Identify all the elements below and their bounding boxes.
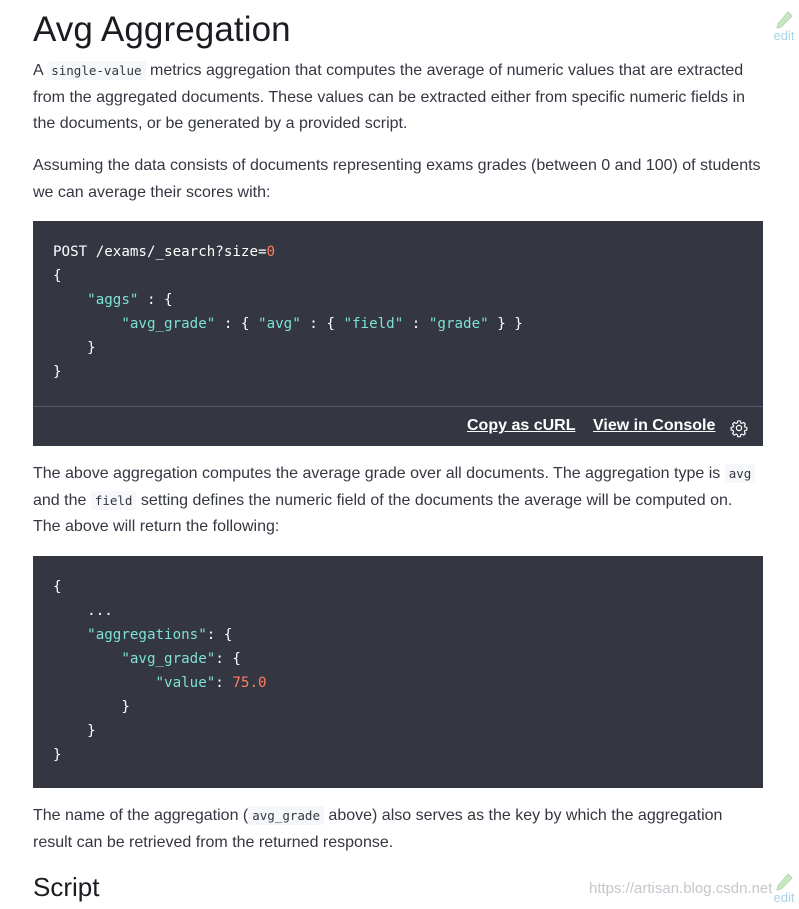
edit-link-label: edit bbox=[773, 890, 795, 905]
intro-prefix: A bbox=[33, 62, 48, 79]
code-token: POST /exams/_search?size= bbox=[53, 244, 267, 260]
code-token: { bbox=[53, 268, 62, 284]
code-token: "aggs" bbox=[87, 292, 139, 308]
code-line bbox=[53, 268, 62, 284]
code-token: : bbox=[215, 675, 233, 691]
code-line bbox=[53, 340, 96, 356]
request-code bbox=[33, 221, 763, 384]
code-line bbox=[53, 723, 96, 739]
code-block-footer bbox=[33, 406, 763, 446]
code-token: 0 bbox=[266, 244, 276, 260]
inline-code-avg: avg bbox=[725, 464, 756, 483]
page-title: Avg Aggregation bbox=[33, 10, 291, 49]
code-token bbox=[53, 627, 87, 643]
explain-text-1: The above aggregation computes the average grade over all documents. The aggregation type is bbox=[33, 465, 725, 482]
code-token bbox=[53, 292, 87, 308]
code-token bbox=[53, 651, 121, 667]
code-token bbox=[53, 316, 121, 332]
request-code-block bbox=[33, 221, 763, 446]
code-token: "grade" bbox=[428, 316, 489, 332]
code-token: : { bbox=[215, 651, 241, 667]
code-token: "field" bbox=[343, 316, 404, 332]
explain-paragraph bbox=[33, 461, 763, 541]
intro-paragraph bbox=[33, 58, 763, 138]
code-line bbox=[53, 651, 241, 667]
section-heading-script: Script bbox=[33, 872, 100, 902]
name-note-text-2: above) also serves as the key by which the aggregation result can be retrieved from the returned response. bbox=[33, 807, 723, 851]
code-token: "avg_grade" bbox=[121, 651, 216, 667]
code-line bbox=[53, 244, 275, 260]
inline-code-single-value: single-value bbox=[47, 61, 145, 80]
code-token: } bbox=[53, 364, 62, 380]
assumption-paragraph: Assuming the data consists of documents representing exams grades (between 0 and 100) of students we can average their scores with: bbox=[33, 157, 761, 201]
code-token: } bbox=[53, 747, 62, 763]
code-line bbox=[53, 627, 232, 643]
edit-link-label: edit bbox=[773, 28, 795, 43]
name-note-text-1: The name of the aggregation ( bbox=[33, 807, 249, 824]
intro-text: metrics aggregation that computes the average of numeric values that are extracted from the aggregated documents. These values can be extracted either from specific numeric fields in the documents, or be generated by a provided script. bbox=[33, 62, 746, 132]
name-note-paragraph bbox=[33, 803, 763, 856]
code-token: : { bbox=[206, 627, 233, 643]
code-line bbox=[53, 603, 113, 619]
code-token: } bbox=[53, 340, 96, 356]
code-token: "aggregations" bbox=[87, 627, 207, 643]
code-token: : { bbox=[300, 316, 344, 332]
code-line bbox=[53, 316, 523, 332]
edit-link-script[interactable] bbox=[769, 872, 799, 905]
code-token: "value" bbox=[155, 675, 216, 691]
code-token: : { bbox=[215, 316, 259, 332]
explain-text-3: setting defines the numeric field of the documents the average will be computed on. The above will return the following: bbox=[33, 491, 733, 535]
code-token: "avg_grade" bbox=[121, 316, 216, 332]
code-token: : bbox=[403, 316, 429, 332]
code-line bbox=[53, 579, 62, 595]
copy-as-curl-link[interactable]: Copy as cURL bbox=[467, 417, 576, 434]
code-line bbox=[53, 292, 173, 308]
inline-code-field: field bbox=[91, 491, 137, 510]
code-token: ... bbox=[53, 603, 113, 619]
code-line bbox=[53, 675, 267, 691]
code-token: } } bbox=[488, 316, 523, 332]
code-line bbox=[53, 699, 130, 715]
edit-link[interactable] bbox=[769, 10, 799, 43]
code-token: } bbox=[53, 699, 130, 715]
response-code-block bbox=[33, 556, 763, 788]
gear-icon[interactable] bbox=[730, 419, 748, 437]
code-token: : { bbox=[138, 292, 173, 308]
code-token: { bbox=[53, 579, 62, 595]
explain-text-2: and the bbox=[33, 491, 91, 509]
code-token: } bbox=[53, 723, 96, 739]
inline-code-avg-grade: avg_grade bbox=[248, 806, 324, 825]
watermark: https://artisan.blog.csdn.net bbox=[589, 880, 773, 897]
code-line bbox=[53, 364, 62, 380]
code-token: 75.0 bbox=[232, 675, 267, 691]
code-token: "avg" bbox=[258, 316, 301, 332]
response-code bbox=[33, 556, 763, 767]
code-token bbox=[53, 675, 156, 691]
view-in-console-link[interactable]: View in Console bbox=[593, 417, 716, 434]
code-line bbox=[53, 747, 62, 763]
